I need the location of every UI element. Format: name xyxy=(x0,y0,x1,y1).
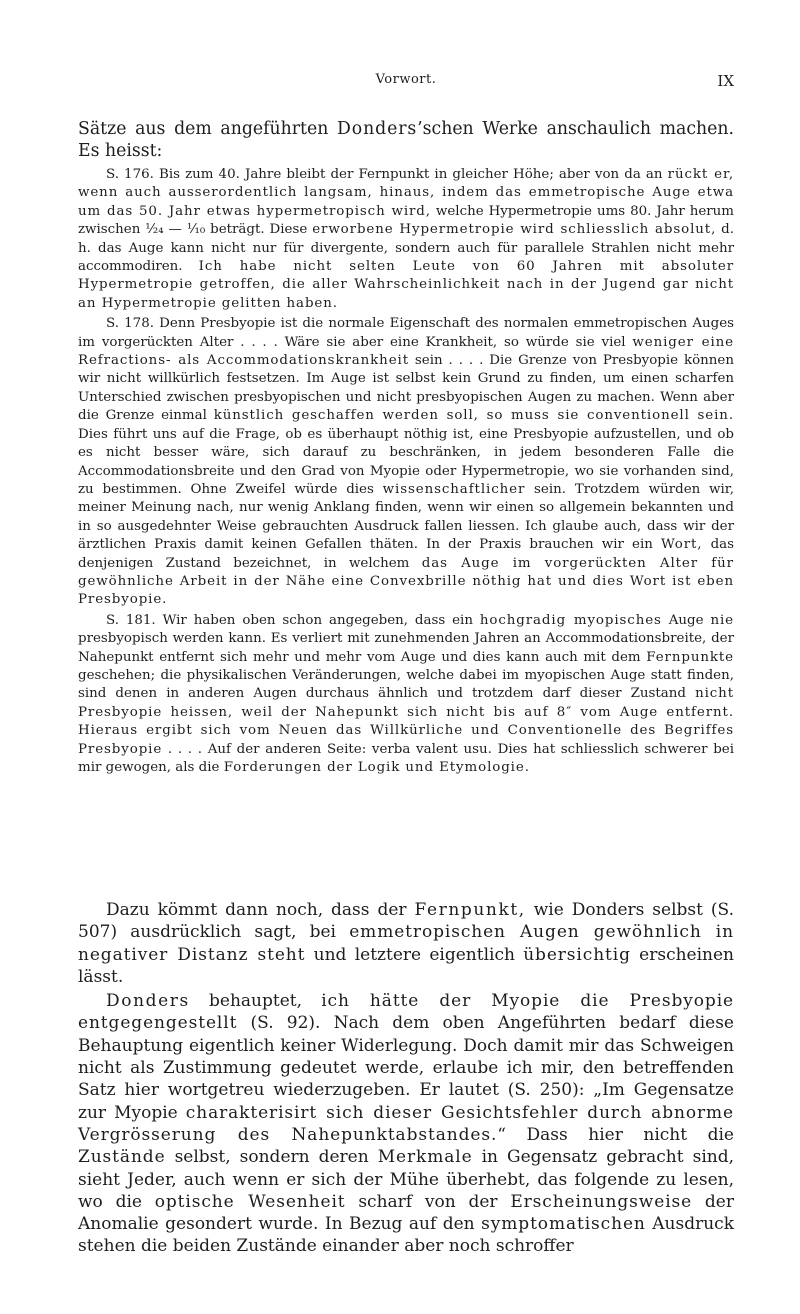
quote-emphasis: nicht Presbyopie heissen, weil der Nahepunkt sich nicht bis auf 8″ vom Auge entfernt. Hieraus ergibt sich vom Neuen das Willkürliche und Conventionelle des Begriffes Presbyopie xyxy=(78,686,734,757)
body-text-run: (S. 92). Nach dem oben Angeführten bedarf diese Behauptung eigentlich keiner Widerlegung. Doch damit mir das Schweigen nicht als Zustimmung gedeutet werde, erlaube ich mir, den betreffenden Satz hier wortgetreu wiederzugeben. Er lautet (S. 250): „Im Gegensatze zur Myopie xyxy=(78,1013,734,1123)
quote-text: . . . . Auf der anderen Seite: verba valent usu. Dies hat schliesslich schwerer bei mir gewogen, als die xyxy=(78,741,734,775)
quoted-passage xyxy=(78,166,734,779)
body-emphasis: ich hätte der Myopie die Presbyopie entgegengestellt xyxy=(78,991,734,1034)
running-title: Vorwort. xyxy=(375,72,437,87)
body-text-run: und letztere eigentlich xyxy=(305,944,524,965)
quote-text: d. h. das Auge kann nicht nur für divergente, sondern auch für parallele Strahlen nicht mehr accommodiren. xyxy=(78,222,735,275)
lead-text-2: ’schen Werke anschaulich machen. Es heisst: xyxy=(78,119,734,161)
body-text-run: erscheinen lässt. xyxy=(78,944,734,987)
quote-paragraph-178 xyxy=(78,315,734,610)
quote-text: sein. Trotzdem würden wir, meiner Meinung nach, nur wenig Anklang finden, wenn wir einen so allgemein bekannten und in so ausgedehnter Weise gebrauchten Ausdruck fallen liessen. Ich glaube auch, dass wir der ärztlichen Praxis damit keinen Gefallen thäten. In der Praxis brauchen wir ein xyxy=(78,481,734,553)
body-text-run: wie Donders selbst (S. 507) ausdrücklich sagt, bei xyxy=(78,900,734,943)
body-text xyxy=(78,899,734,1258)
quote-emphasis: nie xyxy=(710,612,734,628)
quote-text: Dies führt uns auf die Frage, ob es überhaupt nöthig ist, eine Presbyopie aufzustellen, und ob es nicht besser wäre, sich darauf zu beschränken, in jedem besonderen Falle die Accommodationsbreite und den Grad von Myopie oder Hypermetropie, wo sie vorhanden sind, zu bestimmen. Ohne Zweifel würde dies xyxy=(78,426,734,497)
quote-paragraph-176 xyxy=(78,166,734,313)
lead-name: Donders xyxy=(337,119,418,139)
body-emphasis: Erscheinungsweise xyxy=(510,1191,693,1212)
lead-text-1: Sätze aus dem angeführten xyxy=(78,119,338,139)
quote-text: das denjenigen Zustand bezeichnet, in welchem xyxy=(78,537,734,571)
body-text-run: scharf von der xyxy=(345,1191,511,1212)
lead-paragraph xyxy=(78,118,734,162)
quote-text: S. 178. Denn Presbyopie ist die normale Eigenschaft des normalen emmetropischen Auges im vorgerückten Alter . . . . Wäre sie aber eine Krankheit, so würde sie viel xyxy=(78,316,734,350)
body-paragraph-fernpunkt xyxy=(78,899,734,988)
body-text-run: in Gegensatz gebracht sind, sieht Jeder, auch wenn er sich der Mühe überhebt, das folgende zu lesen, wo die xyxy=(78,1147,734,1212)
body-emphasis: symptomatischen xyxy=(481,1214,646,1235)
quote-text: S. 181. Wir haben oben schon angegeben, dass ein xyxy=(106,612,480,628)
body-emphasis: Fernpunkt, xyxy=(414,900,526,920)
body-emphasis: Donders xyxy=(106,991,190,1012)
running-head xyxy=(78,72,734,94)
quote-emphasis: das Auge im vorgerückten Alter für gewöhnliche Arbeit in der Nähe eine Convexbrille nöthig hat und dies Wort ist eben Presbyopie. xyxy=(78,555,734,608)
body-text-run: “ Dass hier nicht die xyxy=(497,1124,734,1145)
quote-emphasis: Ich habe nicht selten Leute von 60 Jahren mit absoluter Hypermetropie getroffen, die aller Wahrscheinlichkeit nach in der Jugend gar nicht an Hypermetropie gelitten haben. xyxy=(78,259,734,311)
body-emphasis: Zustände xyxy=(78,1147,166,1168)
body-emphasis: Merkmale xyxy=(377,1147,473,1168)
quote-paragraph-181 xyxy=(78,612,734,778)
quote-emphasis: Forderungen der Logik und Etymologie. xyxy=(223,760,530,775)
body-text-run: behauptet, xyxy=(189,991,322,1012)
body-emphasis: charakterisirt sich dieser Gesichtsfehler durch abnorme Vergrösserung des Nahepunktabstandes. xyxy=(78,1102,734,1145)
body-text-run: selbst, sondern deren xyxy=(165,1147,378,1168)
quote-text: Auge xyxy=(661,612,711,628)
body-emphasis: übersichtig xyxy=(523,944,631,965)
quote-emphasis: künstlich geschaffen werden soll, so muss sie conventionell sein. xyxy=(213,408,734,424)
quote-text: sein . . . . Die Grenze von Presbyopie können wir nicht willkürlich festsetzen. Im Auge ist selbst kein Grund zu finden, um einen scharfen Unterschied zwischen presbyopischen und nicht presbyopischen Augen zu machen. Wenn aber die Grenze einmal xyxy=(78,353,734,424)
quote-text: presbyopisch werden kann. Es verliert mit zunehmenden Jahren an Accommodationsbreite, der Nahepunkt entfernt sich mehr und mehr vom Auge und dies kann auch mit dem xyxy=(78,631,734,665)
page-number: IX xyxy=(717,72,734,90)
quote-text: welche Hypermetropie ums 80. Jahr herum zwischen ¹⁄₂₄ — ¹⁄₁₀ beträgt. Diese xyxy=(78,203,734,238)
quote-emphasis: hochgradig myopisches xyxy=(479,612,662,628)
body-text-run: Dazu kömmt dann noch, dass der xyxy=(106,900,415,920)
body-emphasis: optische Wesenheit xyxy=(154,1191,346,1212)
quote-emphasis: erworbene Hypermetropie wird schliesslich absolut, xyxy=(312,222,717,238)
body-emphasis: emmetropischen Augen gewöhnlich in negativer Distanz steht xyxy=(78,922,734,965)
body-text-run: Ausdruck stehen die beiden Zustände einander aber noch schroffer xyxy=(78,1214,734,1257)
body-paragraph-donders xyxy=(78,990,734,1258)
body-text-run: der Anomalie gesondert wurde. In Bezug auf den xyxy=(78,1191,734,1235)
quote-emphasis: wissenschaftlicher xyxy=(382,481,526,497)
quote-emphasis: weniger eine Refractions- als Accommodationskrankheit xyxy=(78,334,734,369)
quote-emphasis: Wort, xyxy=(660,537,703,553)
quote-text: S. 176. Bis zum 40. Jahre bleibt der Fernpunkt in gleicher Höhe; aber von da an xyxy=(106,167,668,182)
quote-emphasis: Fernpunkte xyxy=(646,649,734,665)
quote-emphasis: rückt er, wenn auch ausserordentlich langsam, hinaus, indem das emmetropische Auge etwa um das 50. Jahr etwas hypermetropisch wird, xyxy=(78,167,734,219)
quote-text: geschehen; die physikalischen Veränderungen, welche dabei im myopischen Auge statt finden, sind denen in anderen Augen durchaus ähnlich und trotzdem darf dieser Zustand xyxy=(78,667,734,702)
